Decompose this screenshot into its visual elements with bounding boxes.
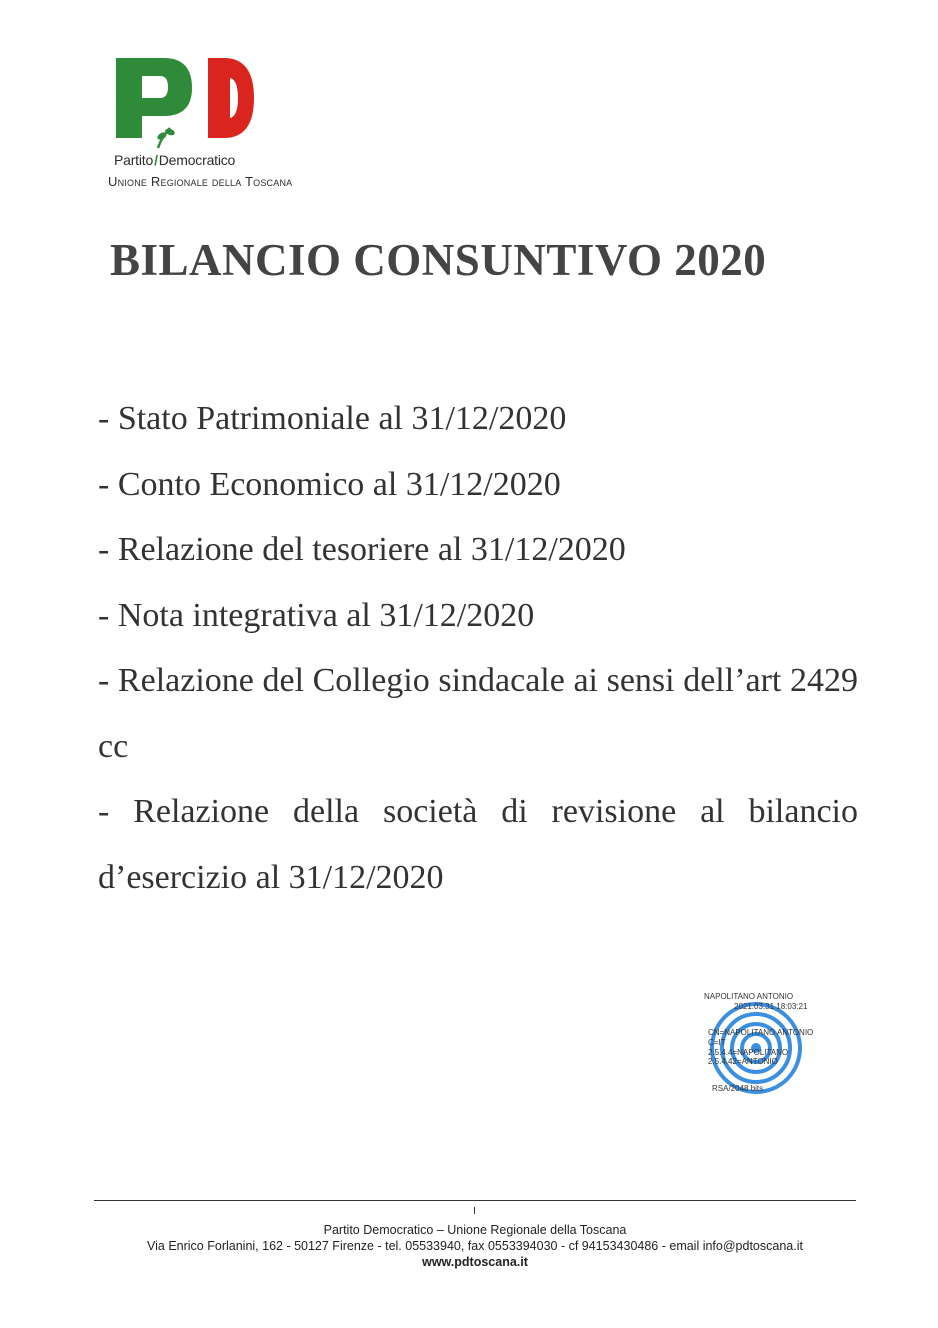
footer-divider xyxy=(94,1200,856,1201)
list-item: - Conto Economico al 31/12/2020 xyxy=(98,465,561,503)
footer xyxy=(94,1222,856,1270)
party-name-right: Democratico xyxy=(158,152,236,168)
digital-signature-stamp xyxy=(698,992,818,1096)
party-name: Partito/Democratico xyxy=(114,152,236,168)
footer-tick xyxy=(474,1207,475,1214)
signature-algorithm: RSA/2048 bits xyxy=(712,1084,764,1093)
list-item: - Relazione del tesoriere al 31/12/2020 xyxy=(98,531,626,568)
footer-website: www.pdtoscana.it xyxy=(422,1255,528,1269)
signer-name: NAPOLITANO ANTONIO xyxy=(704,992,794,1001)
signer-cn: CN=NAPOLITANO ANTONIO xyxy=(708,1028,814,1037)
footer-address: Via Enrico Forlanini, 162 - 50127 Firenze - tel. 05533940, fax 0553394030 - cf 94153430486 - email info@pdtoscana.it xyxy=(147,1239,803,1253)
footer-org: Partito Democratico – Unione Regionale della Toscana xyxy=(323,1223,627,1237)
region-subtitle: Unione Regionale della Toscana xyxy=(108,174,293,189)
list-item: - Relazione del Collegio sindacale ai sensi dell’art 2429 cc xyxy=(98,662,858,765)
signer-surname: 2.5.4.4=NAPOLITANO xyxy=(708,1048,789,1057)
signature-timestamp: 2021.03.31 18:03:21 xyxy=(734,1002,808,1011)
list-item: - Relazione della società di revisione al bilancio d’esercizio al 31/12/2020 xyxy=(98,793,858,896)
document-list xyxy=(98,386,858,910)
party-name-left: Partito xyxy=(114,152,154,168)
list-item: - Stato Patrimoniale al 31/12/2020 xyxy=(98,400,567,437)
pd-logo-icon xyxy=(112,52,262,152)
party-logo xyxy=(108,52,338,192)
signer-given-name: 2.5.4.42=ANTONIO xyxy=(708,1057,778,1066)
signer-country: C=IT xyxy=(708,1038,726,1047)
list-item: - Nota integrativa al 31/12/2020 xyxy=(98,596,535,634)
page-title: BILANCIO CONSUNTIVO 2020 xyxy=(110,235,767,285)
